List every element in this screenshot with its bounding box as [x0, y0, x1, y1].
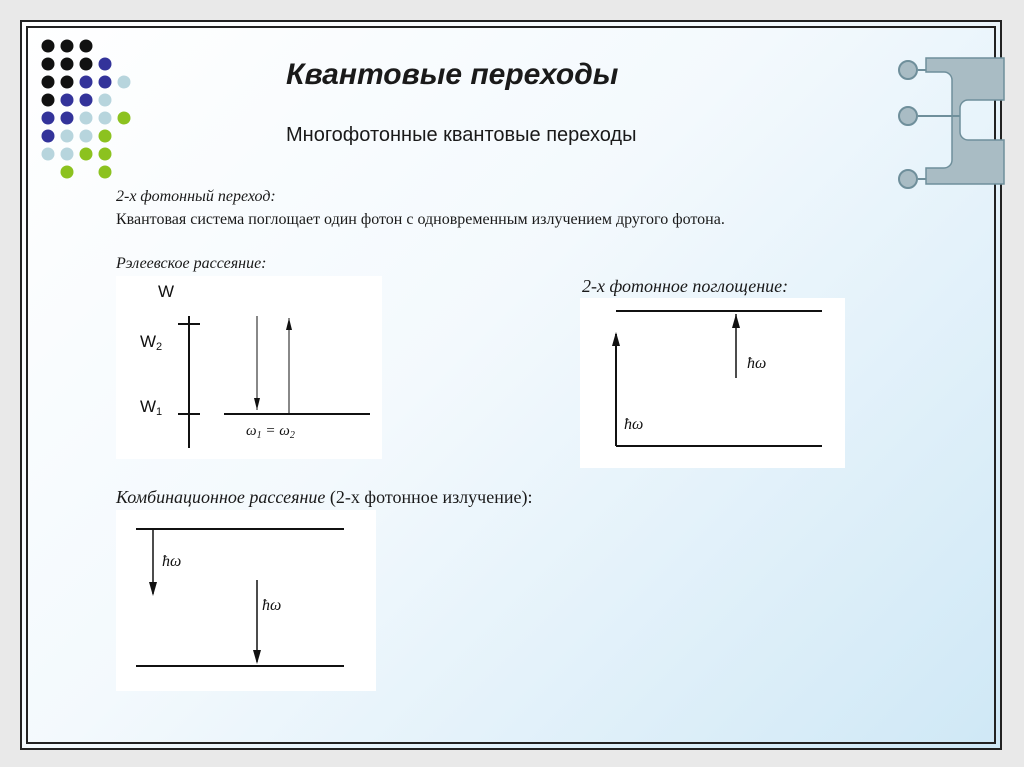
photon-label-2: ħω	[262, 597, 282, 614]
arrowhead-1	[149, 582, 157, 596]
label-w2	[140, 332, 162, 353]
raman-heading	[116, 487, 532, 508]
absorbed-arrowhead	[254, 398, 260, 410]
arrowhead-2	[732, 314, 740, 328]
dot-row-1	[42, 40, 93, 53]
decorative-dot-grid	[22, 22, 162, 212]
rayleigh-heading: Рэлеевское рассеяние:	[116, 255, 267, 272]
two-photon-absorption-heading: 2-х фотонное поглощение:	[582, 276, 789, 296]
label-w2-base: W	[140, 332, 157, 351]
label-w2-sub: 2	[156, 341, 163, 353]
label-w1-base: W	[140, 397, 157, 416]
omega-equation	[246, 423, 295, 441]
emitted-arrowhead	[286, 318, 292, 330]
eq-sub2: 2	[289, 430, 295, 441]
raman-diagram	[116, 510, 376, 691]
label-w1-sub: 1	[156, 406, 163, 418]
rayleigh-diagram	[116, 276, 382, 459]
dot-row-5	[42, 112, 131, 125]
arrowhead-2	[253, 650, 261, 664]
eq-omega1: ω	[246, 423, 257, 439]
raman-heading-normal: (2-х фотонное излучение):	[325, 487, 533, 507]
dot-row-8	[61, 166, 112, 179]
eq-omega2: ω	[279, 423, 290, 439]
photon-label-1: ħω	[162, 553, 182, 570]
connector-node-1	[899, 61, 917, 79]
raman-diagram-svg	[116, 510, 376, 691]
connector-node-3	[899, 170, 917, 188]
eq-sub1: 1	[256, 430, 262, 441]
dot-row-3	[42, 76, 131, 89]
arrowhead-1	[612, 332, 620, 346]
dot-row-7	[42, 148, 112, 161]
decorative-connector-graphic	[892, 52, 1016, 202]
absorption-diagram-svg	[580, 298, 845, 468]
raman-heading-italic: Комбинационное рассеяние	[116, 487, 326, 507]
slide-title: Квантовые переходы	[286, 58, 619, 91]
two-photon-transition-heading: 2-х фотонный переход:	[116, 188, 276, 205]
two-photon-absorption-diagram	[580, 298, 845, 468]
connector-node-2	[899, 107, 917, 125]
eq-equals: =	[261, 423, 280, 439]
label-w1	[140, 397, 162, 418]
rayleigh-diagram-svg	[116, 276, 382, 459]
photon-label-2: ħω	[747, 355, 767, 372]
connector-shape	[926, 58, 1004, 184]
two-photon-transition-text: Квантовая система поглощает один фотон с одновременным излучением другого фотона.	[116, 211, 725, 228]
slide-subtitle: Многофотонные квантовые переходы	[286, 124, 637, 146]
dot-row-4	[42, 94, 112, 107]
label-w: W	[158, 282, 175, 301]
dot-row-2	[42, 58, 112, 71]
dot-row-6	[42, 130, 112, 143]
photon-label-1: ħω	[624, 416, 644, 433]
